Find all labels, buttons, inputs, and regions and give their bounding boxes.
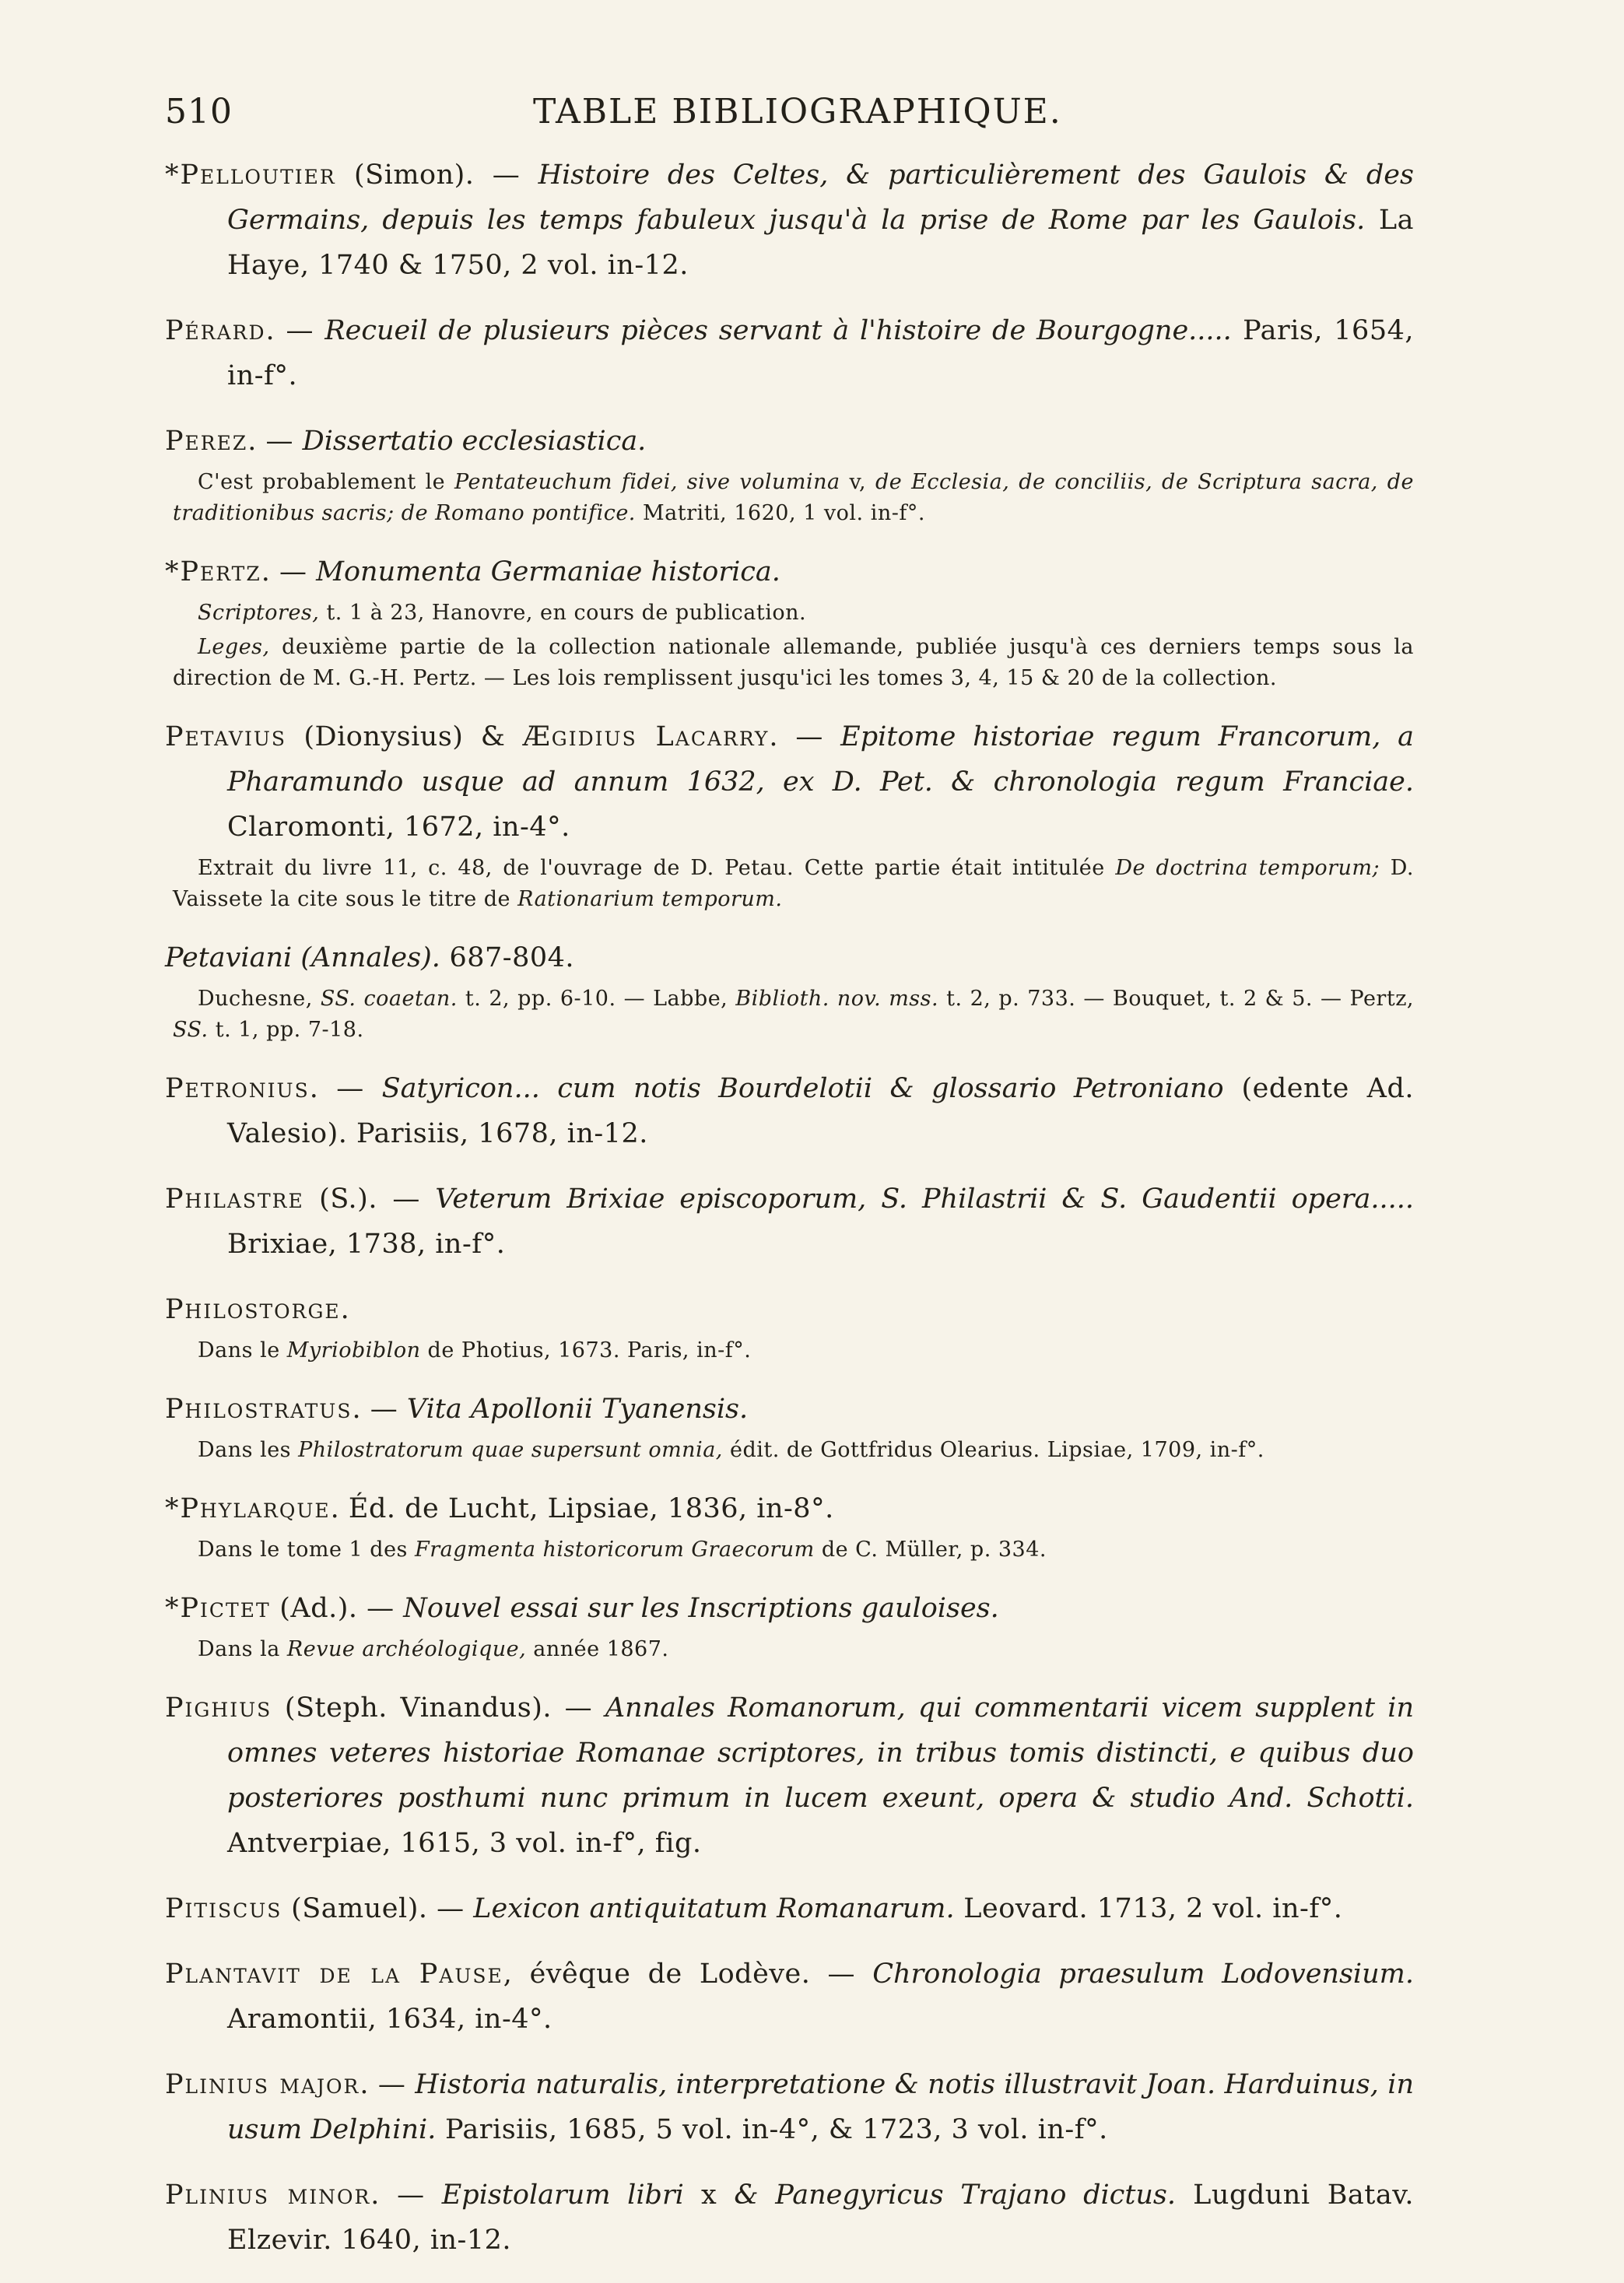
bibliography-entry	[165, 2173, 1414, 2263]
bibliography-entry	[165, 153, 1414, 288]
entry-citation	[165, 1952, 1414, 2042]
page-header	[0, 84, 1624, 139]
publication-info: (Simon). —	[335, 160, 538, 191]
publication-info: . —	[309, 1073, 382, 1104]
entry-citation	[165, 1685, 1414, 1866]
publication-info: Brixiae, 1738, in-f°.	[227, 1229, 506, 1260]
author-name: Plinius minor	[165, 2180, 371, 2211]
work-title: Annales Romanorum, qui commentarii vicem supplent in omnes veteres historiae Romanae scriptores, in tribus tomis distincti, e quibus duo posteriores posthumi nunc primum in lucem exeunt, opera & studio And. Schotti.	[227, 1692, 1414, 1814]
author-name: Petavius	[165, 721, 287, 752]
running-title: TABLE BIBLIOGRAPHIQUE.	[533, 92, 1062, 132]
author-name: Petronius	[165, 1073, 310, 1104]
publication-info: . —	[265, 315, 325, 346]
publication-info: deuxième partie de la collection nationale allemande, publiée jusqu'à ces derniers temps sous la direction de M. G.-H. Pertz. — Les lois remplissent jusqu'ici les tomes 3, 4, 15 & 20 de la collection.	[173, 635, 1414, 690]
entry-citation	[165, 1486, 1414, 1531]
work-title: Chronologia praesulum Lodovensium.	[872, 1959, 1414, 1990]
publication-info: Matriti, 1620, 1 vol. in-f°.	[635, 501, 925, 525]
bibliography-entry	[165, 308, 1414, 398]
publication-info: Paris, 1654, in-f°.	[227, 315, 1414, 391]
entry-citation	[165, 935, 1414, 980]
work-title: Biblioth. nov. mss.	[735, 987, 939, 1011]
bibliography-entry	[165, 2062, 1414, 2152]
entry-note	[165, 984, 1414, 1046]
work-title: De doctrina temporum;	[1115, 856, 1380, 880]
work-title: SS.	[173, 1018, 209, 1042]
publication-info: . —	[261, 556, 317, 587]
work-title: Epitome historiae regum Francorum, a Pharamundo usque ad annum 1632, ex D. Pet. & chronologia regum Franciae.	[227, 721, 1415, 798]
publication-info: Dans la	[198, 1637, 287, 1661]
entry-citation	[165, 419, 1414, 464]
bibliography-entry	[165, 1486, 1414, 1566]
publication-info: (Samuel). —	[282, 1893, 474, 1924]
publication-info: t. 1 à 23, Hanovre, en cours de publication.	[319, 601, 807, 625]
work-title: Satyricon... cum notis Bourdelotii & glossario Petroniano	[381, 1073, 1224, 1104]
work-title: Histoire des Celtes, & particulièrement des Gaulois & des Germains, depuis les temps fabuleux jusqu'à la prise de Rome par les Gaulois.	[227, 160, 1414, 236]
page-number: 510	[165, 92, 233, 132]
publication-info: 687-804.	[440, 942, 575, 973]
entry-citation	[165, 2173, 1414, 2263]
work-title: Fragmenta historicorum Graecorum	[415, 1538, 815, 1562]
publication-info: x	[683, 2180, 735, 2211]
author-name: Philastre	[165, 1184, 304, 1215]
entry-citation	[165, 549, 1414, 594]
bibliography-entry	[165, 1287, 1414, 1366]
publication-info: t. 2, p. 733. — Bouquet, t. 2 & 5. — Pertz,	[938, 987, 1414, 1011]
entry-note	[165, 598, 1414, 629]
publication-info: (edente Ad. Valesio). Parisiis, 1678, in-12.	[227, 1073, 1414, 1149]
entry-citation	[165, 1287, 1414, 1332]
author-name: Plantavit de la Pause	[165, 1959, 503, 1990]
publication-info: La Haye, 1740 & 1750, 2 vol. in-12.	[227, 205, 1415, 281]
publication-info: . —	[247, 426, 303, 457]
publication-info: Aramontii, 1634, in-4°.	[227, 2004, 552, 2035]
bibliography-entry	[165, 935, 1414, 1046]
work-title: & Panegyricus Trajano dictus.	[734, 2180, 1177, 2211]
publication-info: Leovard. 1713, 2 vol. in-f°.	[954, 1893, 1343, 1924]
bibliography-entry	[165, 714, 1414, 915]
publication-info: Parisiis, 1685, 5 vol. in-4°, & 1723, 3 vol. in-f°.	[436, 2114, 1108, 2145]
publication-info: Dans le tome 1 des	[198, 1538, 415, 1562]
author-name: Pighius	[165, 1692, 272, 1724]
publication-info: C'est probablement le	[198, 470, 454, 494]
entry-citation	[165, 153, 1414, 288]
author-name: Ægidius Lacarry	[522, 721, 770, 752]
work-title: Epistolarum libri	[441, 2180, 684, 2211]
bibliography-entry	[165, 419, 1414, 529]
bibliography-entry	[165, 1952, 1414, 2042]
publication-info: édit. de Gottfridus Olearius. Lipsiae, 1709, in-f°.	[722, 1438, 1264, 1462]
entry-citation	[165, 308, 1414, 398]
work-title: Vita Apollonii Tyanensis.	[406, 1394, 749, 1425]
publication-info: Dans le	[198, 1338, 287, 1362]
bibliography-entry	[165, 549, 1414, 694]
entry-citation	[165, 1177, 1414, 1267]
publication-info: Claromonti, 1672, in-4°.	[227, 812, 570, 843]
work-title: Monumenta Germaniae historica.	[316, 556, 780, 587]
work-title: de Ecclesia, de conciliis, de Scriptura sacra, de traditionibus sacris; de Romano pontifice.	[173, 470, 1414, 525]
entry-note	[165, 853, 1414, 915]
publication-info: de C. Müller, p. 334.	[814, 1538, 1047, 1562]
entry-citation	[165, 1387, 1414, 1432]
author-name: *Pelloutier	[165, 160, 336, 191]
publication-info: Extrait du livre 11, c. 48, de l'ouvrage de D. Petau. Cette partie était intitulée	[198, 856, 1116, 880]
work-title: Historia naturalis, interpretatione & notis illustravit Joan. Harduinus, in usum Delphini.	[227, 2069, 1414, 2145]
publication-info: Lugduni Batav. Elzevir. 1640, in-12.	[227, 2180, 1414, 2256]
work-title: SS. coaetan.	[320, 987, 458, 1011]
publication-info: (S.). —	[303, 1184, 436, 1215]
publication-info: , évêque de Lodève. —	[503, 1959, 873, 1990]
work-title: Recueil de plusieurs pièces servant à l'histoire de Bourgogne.....	[324, 315, 1232, 346]
work-title: Petaviani (Annales).	[165, 942, 440, 973]
work-title: Dissertatio ecclesiastica.	[302, 426, 647, 457]
publication-info: année 1867.	[526, 1637, 669, 1661]
publication-info: (Ad.). —	[270, 1593, 404, 1624]
author-name: *Phylarque	[165, 1493, 331, 1524]
entry-citation	[165, 2062, 1414, 2152]
bibliography-entry	[165, 1886, 1414, 1931]
entry-note	[165, 1634, 1414, 1665]
author-name: *Pertz	[165, 556, 261, 587]
work-title: Leges,	[198, 635, 270, 659]
work-title: Myriobiblon	[286, 1338, 421, 1362]
bibliography-entry	[165, 1177, 1414, 1267]
entry-citation	[165, 714, 1414, 850]
publication-info: t. 2, pp. 6-10. — Labbe,	[457, 987, 736, 1011]
publication-info: t. 1, pp. 7-18.	[208, 1018, 364, 1042]
publication-info: Duchesne,	[198, 987, 321, 1011]
publication-info: v,	[840, 470, 875, 494]
publication-info: (Steph. Vinandus). —	[272, 1692, 605, 1724]
bibliography-entry	[165, 1387, 1414, 1466]
bibliography-list	[165, 153, 1414, 2283]
publication-info: . —	[370, 2180, 442, 2211]
work-title: Nouvel essai sur les Inscriptions gauloises.	[403, 1593, 999, 1624]
publication-info: . —	[769, 721, 841, 752]
work-title: Philostratorum quae supersunt omnia,	[298, 1438, 723, 1462]
work-title: Scriptores,	[198, 601, 320, 625]
bibliography-entry	[165, 1066, 1414, 1156]
publication-info: . —	[360, 2069, 416, 2100]
publication-info: . Éd. de Lucht, Lipsiae, 1836, in-8°.	[330, 1493, 834, 1524]
author-name: Perez	[165, 426, 248, 457]
entry-note	[165, 1335, 1414, 1366]
entry-note	[165, 1534, 1414, 1566]
work-title: Veterum Brixiae episcoporum, S. Philastrii & S. Gaudentii opera.....	[435, 1184, 1415, 1215]
work-title: Lexicon antiquitatum Romanarum.	[473, 1893, 955, 1924]
entry-citation	[165, 1066, 1414, 1156]
author-name: Philostratus	[165, 1394, 353, 1425]
publication-info: . —	[352, 1394, 407, 1425]
author-name: Pitiscus	[165, 1893, 282, 1924]
bibliography-entry	[165, 1685, 1414, 1866]
entry-note	[165, 467, 1414, 529]
author-name: Plinius major	[165, 2069, 360, 2100]
publication-info: D. Vaissete la cite sous le titre de	[173, 856, 1414, 911]
work-title: Revue archéologique,	[286, 1637, 527, 1661]
author-name: Pérard	[165, 315, 266, 346]
publication-info: de Photius, 1673. Paris, in-f°.	[420, 1338, 752, 1362]
entry-note	[165, 632, 1414, 694]
publication-info: Dans les	[198, 1438, 299, 1462]
entry-citation	[165, 1586, 1414, 1631]
bibliography-entry	[165, 1586, 1414, 1665]
publication-info: (Dionysius) &	[286, 721, 523, 752]
work-title: Rationarium temporum.	[517, 887, 783, 911]
author-name: Philostorge.	[165, 1294, 351, 1325]
publication-info: Antverpiae, 1615, 3 vol. in-f°, fig.	[227, 1828, 702, 1859]
entry-note	[165, 1435, 1414, 1466]
entry-citation	[165, 1886, 1414, 1931]
work-title: Pentateuchum fidei, sive volumina	[454, 470, 840, 494]
author-name: *Pictet	[165, 1593, 271, 1624]
